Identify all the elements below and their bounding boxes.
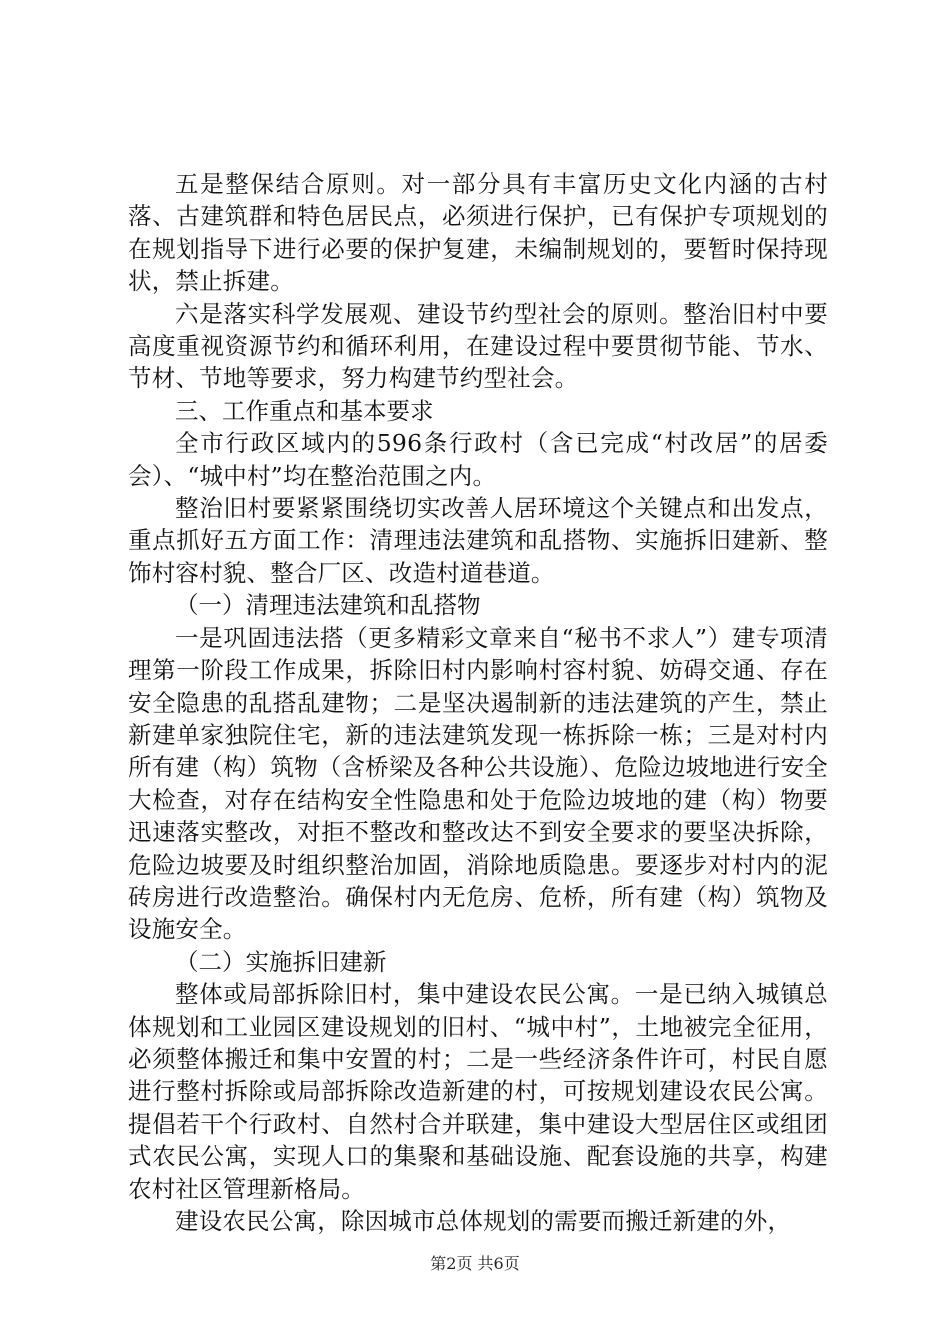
- paragraph-rebuild: 整体或局部拆除旧村，集中建设农民公寓。一是已纳入城镇总体规划和工业园区建设规划的旧村、“城中村”，土地被完全征用，必须整体搬迁和集中安置的村；二是一些经济条件许可，村民自愿进行整村拆除或局部拆除改造新建的村，可按规划建设农民公寓。提倡若干个行政村、自然村合并联建，集中建设大型居住区或组团式农民公寓，实现人口的集聚和基础设施、配套设施的共享，构建农村社区管理新格局。: [128, 980, 828, 1203]
- document-body: [128, 168, 828, 1237]
- paragraph-scope: 全市行政区域内的596条行政村（含已完成“村改居”的居委会）、“城中村”均在整治范围之内。: [128, 429, 828, 490]
- section-heading-three: 三、工作重点和基本要求: [175, 396, 434, 425]
- paragraph-principle-five: 五是整保结合原则。对一部分具有丰富历史文化内涵的古村落、古建筑群和特色居民点，必须进行保护，已有保护专项规划的在规划指导下进行必要的保护复建，未编制规划的，要暂时保持现状，禁止拆建。: [128, 170, 828, 296]
- subheading-two: （二）实施拆旧建新: [175, 947, 387, 976]
- paragraph-focus: 整治旧村要紧紧围绕切实改善人居环境这个关键点和出发点，重点抓好五方面工作：清理违法建筑和乱搭物、实施拆旧建新、整饰村容村貌、整合厂区、改造村道巷道。: [128, 494, 828, 587]
- paragraph-principle-six: 六是落实科学发展观、建设节约型社会的原则。整治旧村中要高度重视资源节约和循环利用，在建设过程中要贯彻节能、节水、节材、节地等要求，努力构建节约型社会。: [128, 299, 828, 393]
- paragraph-clearing: 一是巩固违法搭（更多精彩文章来自“秘书不求人”）建专项清理第一阶段工作成果，拆除旧村内影响村容村貌、妨碍交通、存在安全隐患的乱搭乱建物；二是坚决遏制新的违法建筑的产生，禁止新建单家独院住宅，新的违法建筑发现一栋拆除一栋；三是对村内所有建（构）筑物（含桥梁及各种公共设施）、危险边坡地进行安全大检查，对存在结构安全性隐患和处于危险边坡地的建（构）物要迅速落实整改，对拒不整改和整改达不到安全要求的要坚决拆除，危险边坡要及时组织整治加固，消除地质隐患。要逐步对村内的泥砖房进行改造整治。确保村内无危房、危桥，所有建（构）筑物及设施安全。: [128, 623, 828, 944]
- paragraph-apartments: 建设农民公寓，除因城市总体规划的需要而搬迁新建的外，: [175, 1207, 792, 1235]
- page-number-footer: 第2页 共6页: [430, 1254, 520, 1273]
- subheading-one: （一）清理违法建筑和乱搭物: [175, 591, 481, 620]
